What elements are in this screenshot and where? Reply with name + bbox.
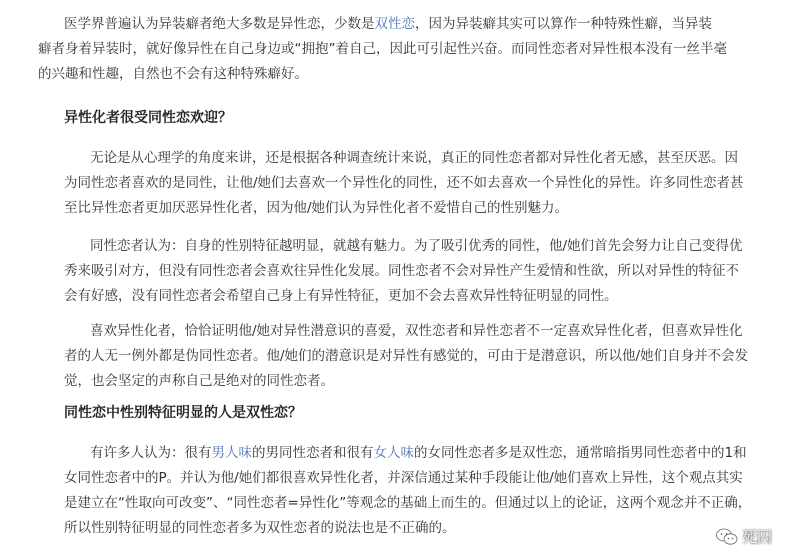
paragraph xyxy=(64,319,754,394)
text-segment: ，因为异装癖其实可以算作一种特殊性癖，当异装 xyxy=(415,16,712,32)
paragraph-line: 女同性恋者中的P。并认为他/她们都很喜欢异性化者，并深信通过某种手段能让他/她们喜欢上异性，这个观点其实 xyxy=(64,470,743,486)
text-segment: 的女同性恋者多是双性恋，通常暗指男同性恋者中的1和 xyxy=(414,445,747,461)
paragraph-line: 是建立在“性取向可改变”、“同性恋者=异性化”等观念的基础上而生的。但通过以上的论证，这两个观念并不正确， xyxy=(64,495,752,511)
paragraph-line: 觉，也会坚定的声称自己是绝对的同性恋者。 xyxy=(64,373,334,389)
text-segment: 医学界普遍认为异装癖者绝大多数是异性恋，少数是 xyxy=(64,16,375,32)
paragraph-line: 的兴趣和性趣，自然也不会有这种特殊癖好。 xyxy=(38,66,308,82)
paragraph-line xyxy=(64,441,754,466)
paragraph xyxy=(64,146,754,221)
link-manly[interactable]: 男人味 xyxy=(211,445,252,461)
watermark-text: 死囚 xyxy=(741,528,772,546)
text-segment: 有许多人认为：很有 xyxy=(90,445,212,461)
paragraph-line: 癖者身着异装时，就好像异性在自己身边或“拥抱”着自己，因此可引起性兴奋。而同性恋者对异性根本没有一丝半毫 xyxy=(38,41,727,57)
paragraph-line: 秀来吸引对方，但没有同性恋者会喜欢往异性化发展。同性恋者不会对异性产生爱情和性欲，所以对异性的特征不 xyxy=(64,263,739,279)
paragraph-line: 为同性恋者喜欢的是同性，让他/她们去喜欢一个异性化的同性，还不如去喜欢一个异性化的异性。许多同性恋者甚 xyxy=(64,175,744,191)
section-heading: 同性恋中性别特征明显的人是双性恋？ xyxy=(64,405,302,421)
paragraph xyxy=(64,234,754,309)
watermark xyxy=(716,526,772,547)
section-heading: 异性化者很受同性恋欢迎？ xyxy=(64,110,232,126)
paragraph-line: 至比异性恋者更加厌恶异性化者，因为他/她们认为异性化者不爱惜自己的性别魅力。 xyxy=(64,200,569,216)
paragraph-line: 无论是从心理学的角度来讲，还是根据各种调查统计来说，真正的同性恋者都对异性化者无感，甚至厌恶。因 xyxy=(90,150,738,166)
paragraph-intro xyxy=(38,12,754,87)
link-womanly[interactable]: 女人味 xyxy=(373,445,414,461)
text-segment: 的男同性恋者和很有 xyxy=(252,445,374,461)
paragraph-line: 者的人无一例外都是伪同性恋者。他/她们的潜意识是对异性有感觉的，可由于是潜意识，所以他/她们自身并不会发 xyxy=(64,348,749,364)
paragraph-line: 会有好感，没有同性恋者会希望自己身上有异性特征，更加不会去喜欢异性特征明显的同性。 xyxy=(64,288,618,304)
paragraph xyxy=(64,441,754,541)
paragraph-line: 所以性别特征明显的同性恋者多为双性恋者的说法也是不正确的。 xyxy=(64,520,456,536)
paragraph-line xyxy=(38,12,754,37)
link-bisexual[interactable]: 双性恋 xyxy=(374,16,415,32)
paragraph-line: 喜欢异性化者，恰恰证明他/她对异性潜意识的喜爱，双性恋者和异性恋者不一定喜欢异性化者，但喜欢异性化 xyxy=(90,323,743,339)
wechat-icon xyxy=(716,528,738,546)
paragraph-line: 同性恋者认为：自身的性别特征越明显，就越有魅力。为了吸引优秀的同性，他/她们首先会努力让自己变得优 xyxy=(90,238,743,254)
